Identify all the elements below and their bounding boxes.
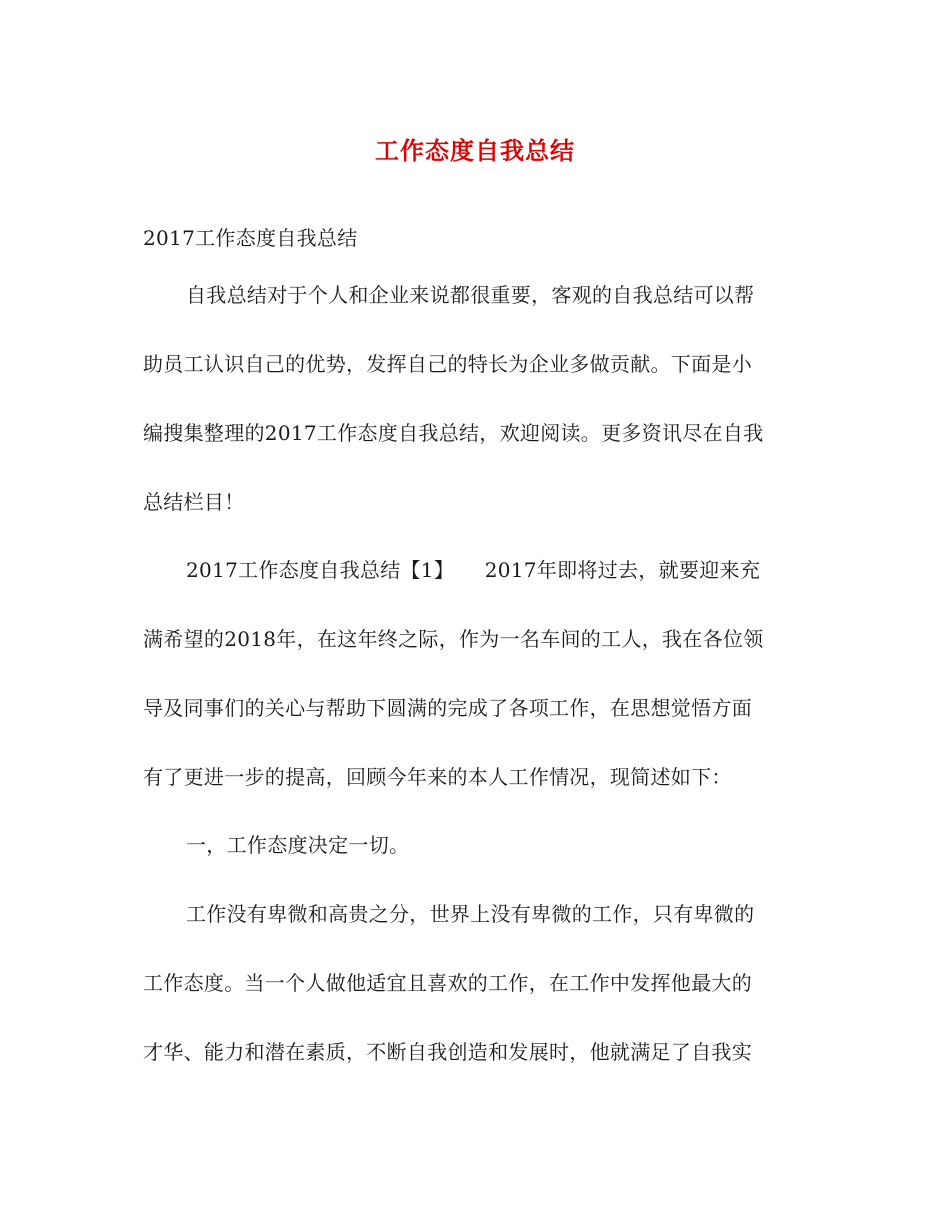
paragraph-line: 有了更进一步的提高，回顾今年来的本人工作情况，现简述如下： <box>143 765 732 789</box>
paragraph-line: 总结栏目！ <box>143 490 245 514</box>
subtitle-line: 2017工作态度自我总结 <box>143 226 358 250</box>
paragraph-line: 2017工作态度自我总结【1】 2017年即将过去，就要迎来充 <box>186 558 761 582</box>
paragraph-line: 编搜集整理的2017工作态度自我总结，欢迎阅读。更多资讯尽在自我 <box>143 421 764 445</box>
paragraph-line: 工作没有卑微和高贵之分，世界上没有卑微的工作，只有卑微的 <box>186 902 755 926</box>
paragraph-line: 才华、能力和潜在素质，不断自我创造和发展时，他就满足了自我实 <box>143 1040 752 1064</box>
paragraph-line: 导及同事们的关心与帮助下圆满的完成了各项工作，在思想觉悟方面 <box>143 696 752 720</box>
paragraph-line: 助员工认识自己的优势，发挥自己的特长为企业多做贡献。下面是小 <box>143 352 752 376</box>
paragraph-line: 满希望的2018年，在这年终之际，作为一名车间的工人，我在各位领 <box>143 627 764 651</box>
section-heading: 一，工作态度决定一切。 <box>186 833 410 857</box>
document-title: 工作态度自我总结 <box>375 136 575 165</box>
paragraph-line: 工作态度。当一个人做他适宜且喜欢的工作，在工作中发挥他最大的 <box>143 971 752 995</box>
paragraph-line: 自我总结对于个人和企业来说都很重要，客观的自我总结可以帮 <box>186 283 755 307</box>
